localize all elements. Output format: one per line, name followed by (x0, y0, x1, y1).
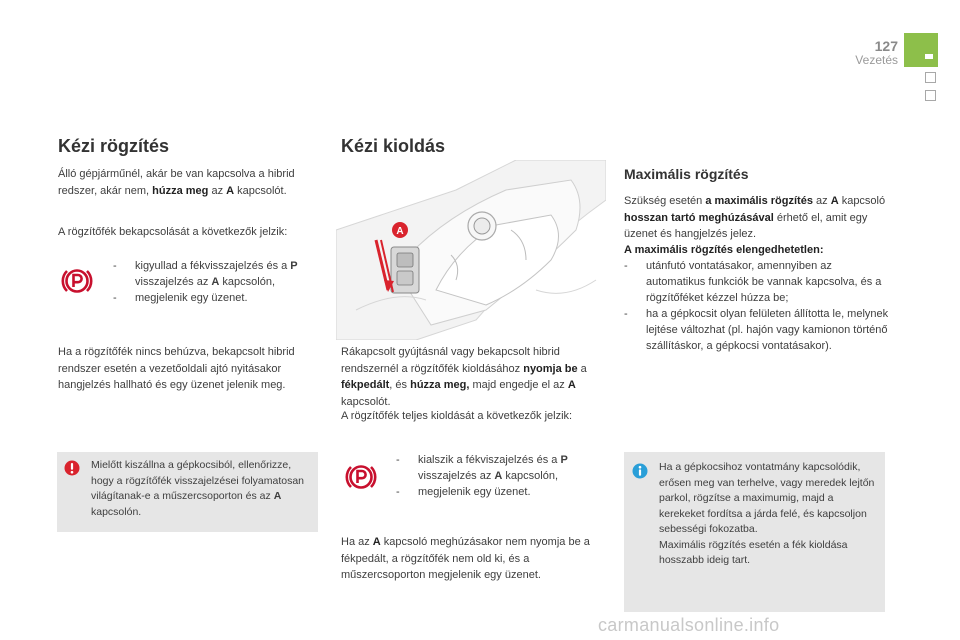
warning-note-text: Mielőtt kiszállna a gépkocsiból, ellenőrizze, hogy a rögzítőfék visszajelzései folyamatosan világítanak-e a műszercsoporton és az A kapcsolón. (91, 459, 305, 518)
section-tab-marker (904, 33, 938, 67)
right-bullet-list (624, 258, 890, 354)
tab-marker-dot (925, 54, 933, 59)
info-note-paragraph: Ha a gépkocsihoz vontatmány kapcsolódik, erősen meg van terhelve, vagy meredek lejtőn parkol, rögzítse a maximumig, majd a kerekeket fordítsa a járda felé, és kapcsoljon sebességi fokozatba. (659, 461, 875, 535)
list-item: - ha a gépkocsit olyan felületen állította le, melynek lejtése változhat (pl. hajón vagy kamionon történő szállításkor, a gépkocsi vontatásakor). (624, 308, 889, 352)
list-item: - kigyullad a fékvisszajelzés és a P visszajelzés az A kapcsolón, (113, 260, 298, 288)
list-item: - megjelenik egy üzenet. (113, 292, 248, 304)
warning-exclamation-icon (64, 460, 80, 476)
list-item: - megjelenik egy üzenet. (396, 486, 531, 498)
watermark: carmanualsonline.info (598, 615, 780, 635)
list-item: - utánfutó vontatásakor, amennyiben az automatikus funkciók be vannak kapcsolva, és a rögzítőféket kézzel húzza be; (624, 260, 882, 304)
left-indication-intro: A rögzítőfék bekapcsolását a következők jelzik: (58, 226, 288, 238)
info-note-box (624, 452, 885, 612)
left-heading: Kézi rögzítés (58, 136, 170, 156)
right-essential-heading: A maximális rögzítés elengedhetetlen: (624, 244, 824, 256)
left-door-warning-paragraph: Ha a rögzítőfék nincs behúzva, bekapcsolt hibrid rendszer esetén a vezetőoldali ajtó nyitásakor hangjelzés hallható és egy üzenet jelenik meg. (58, 346, 295, 391)
right-intro-paragraph: Szükség esetén a maximális rögzítés az A kapcsoló hosszan tartó meghúzásával érhető el, amit egy üzenet és hangjelzés jelez. (624, 195, 886, 240)
middle-pedal-paragraph: Ha az A kapcsoló meghúzásakor nem nyomja be a fékpedált, a rögzítőfék nem old ki, és a műszercsoporton megjelenik egy üzenet. (341, 536, 590, 581)
info-icon (632, 463, 648, 479)
tab-marker-empty-1 (925, 72, 936, 83)
parking-brake-warning-icon (60, 264, 94, 298)
info-note-text (659, 460, 879, 569)
tab-marker-empty-2 (925, 90, 936, 101)
middle-indication-intro: A rögzítőfék teljes kioldását a következők jelzik: (341, 410, 573, 422)
page-number: 127 (874, 38, 898, 54)
parking-brake-warning-icon (344, 460, 378, 494)
right-heading: Maximális rögzítés (624, 166, 749, 182)
info-note-paragraph: Maximális rögzítés esetén a fék kioldása hosszabb ideig tart. (659, 538, 848, 566)
left-bullet-list (113, 258, 313, 306)
left-intro-paragraph: Álló gépjárműnél, akár be van kapcsolva a hibrid redszer, akár nem, húzza meg az A kapcsolót. (58, 168, 295, 197)
list-item: - kialszik a fékviszajelzés és a P visszajelzés az A kapcsolón, (396, 454, 568, 482)
parking-brake-switch-illustration (336, 160, 606, 340)
figure-label-a: A (396, 226, 404, 237)
middle-heading: Kézi kioldás (341, 136, 446, 156)
section-title: Vezetés (855, 53, 898, 67)
warning-note-box (57, 452, 318, 532)
middle-bullet-list (396, 452, 601, 500)
middle-release-paragraph: Rákapcsolt gyújtásnál vagy bekapcsolt hibrid rendszernél a rögzítőfék kioldásához nyomja be a fékpedált, és húzza meg, majd engedje el az A kapcsolót. (341, 346, 587, 408)
